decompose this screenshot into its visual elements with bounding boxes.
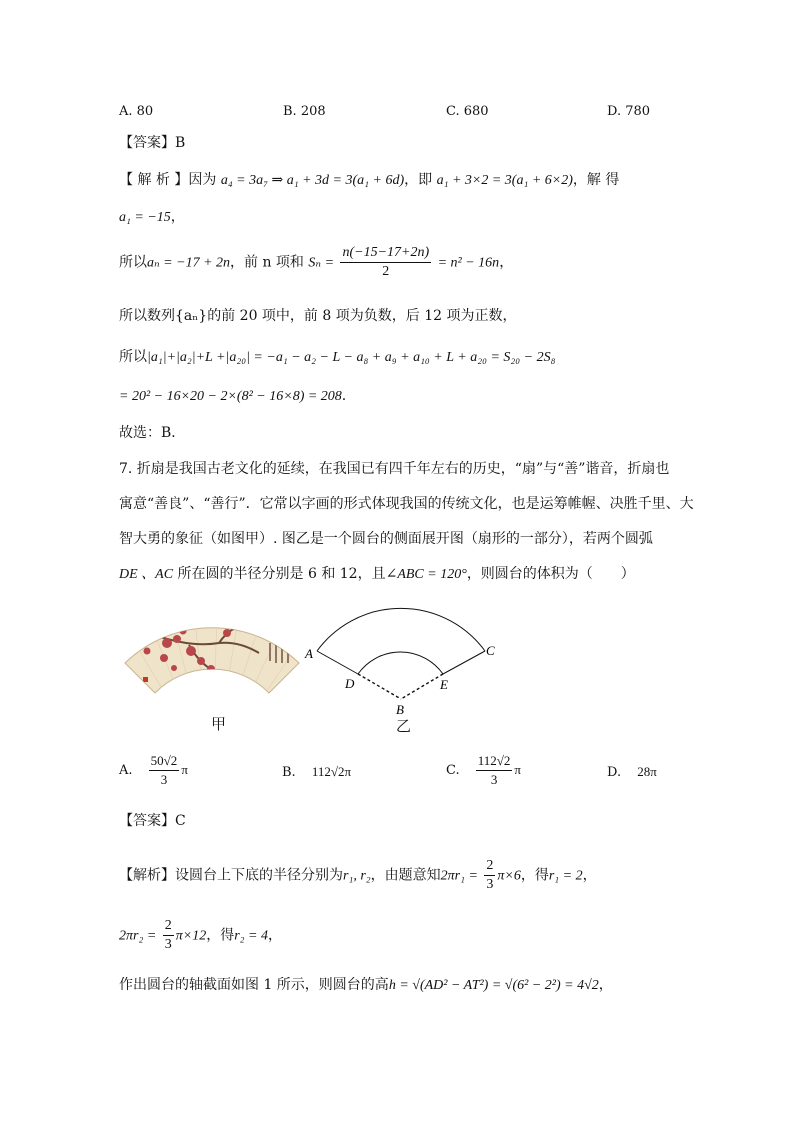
fraction (163, 917, 174, 954)
text: 作出圆台的轴截面如图 1 所示，则圆台的高 (119, 977, 389, 993)
text: ，得 (206, 927, 235, 944)
math: 2πr₁ = (440, 868, 478, 884)
math: r₁ = 2 (548, 868, 583, 884)
text: ，前 n 项和 (230, 254, 304, 271)
label-a: A (305, 646, 313, 661)
numerator: n(−15−17+2n) (340, 244, 431, 263)
text: . (341, 388, 347, 404)
math: |a₁|+|a₂|+L +|a₂₀| = −a₁ − a₂ − L − a₈ + a₉ + a₁₀ + L + a₂₀ = S₂₀ − 2S₈ (147, 350, 556, 365)
text: 所在圆的半径分别是 6 和 12，且 (177, 566, 386, 582)
analysis-prev-line1 (119, 170, 619, 191)
analysis-q7-line2 (119, 917, 282, 954)
text: 所以 (119, 349, 147, 365)
analysis-prev-line6 (119, 386, 346, 407)
math: a₄ = 3a₇ ⇒ a₁ + 3d = 3(a₁ + 6d) (220, 173, 405, 188)
text: 【 解 析 】因为 (119, 172, 217, 188)
fraction (476, 752, 513, 789)
option-label: C. (446, 763, 460, 778)
text: ，由题意知 (370, 867, 441, 884)
label-d: D (345, 676, 355, 691)
text: 所以 (119, 254, 147, 271)
math: a₁ + 3×2 = 3(a₁ + 6×2) (436, 173, 573, 188)
option-label: B. (282, 765, 296, 780)
numerator: 50√2 (149, 752, 180, 771)
math: a₁ = −15 (119, 210, 171, 225)
math: r₁, r₂ (343, 868, 371, 884)
text: ， (170, 209, 185, 225)
analysis-prev-line5 (119, 347, 555, 368)
fraction (484, 857, 495, 894)
denominator: 2 (382, 264, 390, 279)
option-c-prev: C. 680 (446, 104, 489, 119)
text: ， (267, 927, 282, 944)
math: = 20² − 16×20 − 2×(8² − 16×8) = 208 (119, 389, 342, 404)
numerator: 112√2 (476, 752, 513, 771)
denominator: 3 (486, 877, 494, 892)
question7-line4 (119, 564, 635, 585)
analysis-prev-conclusion: 故选：B． (119, 425, 186, 441)
option-b-q7 (282, 764, 351, 780)
option-d-q7 (607, 764, 657, 780)
pi: π (514, 762, 521, 777)
question7-line1: 7. 折扇是我国古老文化的延续，在我国已有四千年左右的历史，“扇”与“善”谐音，折扇也 (119, 461, 670, 477)
math: ∠ABC = 120° (385, 567, 467, 582)
question7-line2: 寓意“善良”、“善行”．它常以字画的形式体现我国的传统文化，也是运筹帷幄、决胜千里、大 (119, 496, 694, 512)
denominator: 3 (164, 937, 172, 952)
text: ，即 (404, 172, 433, 188)
math: 2πr₂ = (119, 928, 157, 944)
option-label: D. (607, 765, 622, 780)
label-b: B (396, 702, 404, 717)
analysis-prev-line2 (119, 207, 185, 228)
text: ，则圆台的体积为（ ） (466, 566, 635, 582)
analysis-prev-line4: 所以数列{aₙ}的前 20 项中，前 8 项为负数，后 12 项为正数， (119, 308, 517, 324)
text: ，得 (520, 867, 549, 884)
text: ， (598, 977, 613, 993)
numerator: 2 (163, 917, 174, 936)
label-e: E (440, 677, 448, 692)
math: Sₙ = (308, 255, 335, 271)
analysis-q7-line3 (119, 975, 613, 996)
fraction (149, 752, 180, 789)
option-a-prev: A. 80 (119, 104, 154, 119)
arc-labels: DE 、AC (119, 567, 174, 582)
answer-q7: 【答案】C (119, 813, 186, 829)
option-b-prev: B. 208 (283, 104, 326, 119)
denominator: 3 (160, 772, 168, 787)
answer-prev: 【答案】B (119, 135, 186, 151)
option-c-q7 (446, 752, 521, 789)
figure-caption-right: 乙 (396, 717, 412, 735)
folding-fan-image (119, 613, 305, 695)
figure-caption-left: 甲 (211, 715, 227, 733)
denominator: 3 (490, 772, 498, 787)
math: π×12 (175, 928, 207, 944)
math: π×6 (497, 868, 521, 884)
option-a-q7 (119, 752, 188, 789)
text: ， (582, 867, 597, 884)
numerator: 2 (484, 857, 495, 876)
analysis-q7-line1 (119, 857, 597, 894)
option-label: A. (119, 763, 133, 778)
math: r₂ = 4 (234, 928, 268, 944)
text: ， (499, 254, 514, 271)
math: = n² − 16n (437, 255, 500, 271)
frustum-development-diagram (298, 600, 516, 730)
text: 【解析】设圆台上下底的半径分别为 (119, 867, 343, 884)
option-value: 112√2π (311, 764, 352, 779)
label-c: C (486, 643, 495, 658)
math: aₙ = −17 + 2n (147, 255, 231, 271)
question7-line3: 智大勇的象征（如图甲）. 图乙是一个圆台的侧面展开图（扇形的一部分），若两个圆弧 (119, 531, 653, 547)
option-value: 28π (637, 764, 657, 779)
text: ，解 得 (572, 172, 620, 188)
math: h = √(AD² − AT²) = √(6² − 2²) = 4√2 (388, 978, 599, 993)
fraction (340, 244, 431, 281)
pi: π (181, 762, 188, 777)
analysis-prev-line3 (119, 244, 513, 281)
option-d-prev: D. 780 (607, 104, 651, 119)
